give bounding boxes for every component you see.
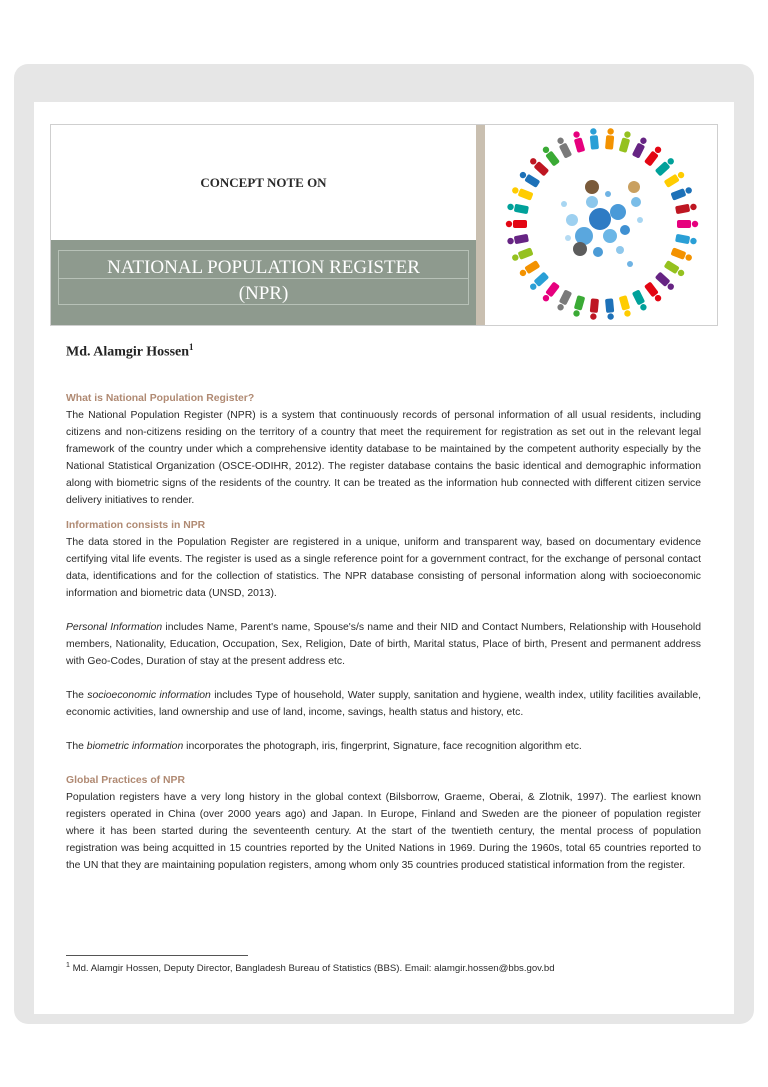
paragraph-personal-information: Personal Information includes Name, Parent's name, Spouse's/s name and their NID and Contact Numbers, Relationship with Household members, Nationality, Education, Occupation, Sex, Religion, Date of birth, Marital status, Place of birth, Present and permanent address with Geo-Codes, Duration of stay at the present address etc. xyxy=(66,622,701,667)
author-footnote-ref: 1 xyxy=(189,342,194,352)
person-icon xyxy=(528,272,549,292)
person-icon xyxy=(670,247,693,262)
header-divider xyxy=(476,125,485,325)
person-icon xyxy=(572,130,586,153)
person-icon xyxy=(675,202,697,214)
person-icon xyxy=(541,145,560,167)
person-icon xyxy=(619,130,633,153)
person-icon xyxy=(664,170,686,188)
person-icon xyxy=(541,281,560,303)
author-name: Md. Alamgir Hossen$^1$ xyxy=(66,342,194,360)
person-icon xyxy=(619,295,633,318)
document-body xyxy=(66,390,701,874)
person-icon xyxy=(605,128,615,150)
title-line-2: (NPR) xyxy=(238,283,289,304)
population-circle-icon xyxy=(500,124,705,324)
person-icon xyxy=(556,289,573,312)
person-icon xyxy=(572,295,586,318)
person-icon xyxy=(605,298,615,320)
section-heading-information: Information consists in NPR xyxy=(66,520,206,531)
section-heading-what-is-npr: What is National Population Register? xyxy=(66,393,255,404)
center-bubbles-icon xyxy=(561,180,643,267)
person-icon xyxy=(664,260,686,278)
title-line-1: NATIONAL POPULATION REGISTER xyxy=(107,257,420,278)
person-icon xyxy=(556,136,573,159)
person-icon xyxy=(675,234,697,246)
section-body-what-is-npr: The National Population Register (NPR) is a system that continuously records of personal information of all usual residents, including citizens and non-citizens residing on the territory of a country that meet the requirement for registration as set out in the relevant legal framework of the country under which a comprehensive identity database to be maintained by the competent authority especially by the National Statistical Organization (OSCE-ODIHR, 2012). The register database contains the basic identical and demographic information along with biometric signs of the residents of the country. It can be treated as the information hub connected with different citizen service delivery initiatives to render. xyxy=(66,410,701,506)
person-icon xyxy=(511,247,534,262)
person-icon xyxy=(518,170,540,188)
section-heading-global-practices: Global Practices of NPR xyxy=(66,775,185,786)
person-icon xyxy=(511,186,534,201)
person-icon xyxy=(655,156,676,176)
paragraph-socioeconomic-information: The socioeconomic information includes Type of household, Water supply, sanitation and hygiene, wealth index, utility facilities available, economic activities, land ownership and use of land, income, savings, health status and history, etc. xyxy=(66,690,701,718)
person-icon xyxy=(507,202,529,214)
concept-label: CONCEPT NOTE ON xyxy=(200,175,327,190)
person-icon xyxy=(518,260,540,278)
document-title xyxy=(58,255,469,307)
person-icon xyxy=(677,220,698,228)
person-icon xyxy=(644,145,663,167)
person-icon xyxy=(507,234,529,246)
person-icon xyxy=(670,186,693,201)
person-icon xyxy=(632,289,649,312)
person-icon xyxy=(655,272,676,292)
section-body-information: The data stored in the Population Register are registered in a unique, uniform and transparent way, based on documentary evidence certifying vital life events. The register is used as a single reference point for a government contract, for the exchange of personal contact data, identifications and for the collection of statistics. The NPR database consisting of personal information along with socioeconomic information and biometric data (UNSD, 2013). xyxy=(66,537,701,599)
footnote: $^1$ Md. Alamgir Hossen, Deputy Director, Bangladesh Bureau of Statistics (BBS). Email: alamgir.hossen@bbs.gov.bd xyxy=(66,962,555,975)
footnote-rule xyxy=(66,955,248,956)
person-icon xyxy=(644,281,663,303)
paragraph-biometric-information: The biometric information incorporates the photograph, iris, fingerprint, Signature, face recognition algorithm etc. xyxy=(66,741,582,752)
person-icon xyxy=(506,220,527,228)
section-body-global-practices: Population registers have a very long history in the global context (Bilsborrow, Graeme, Oberai, & Zlotnik, 1997). The earliest known registers operated in China (over 2000 years ago) and Japan. In Europe, Finland and Sweden are the pioneer of population register where it has been started during the seventeenth century. At the start of the twentieth century, the mental process of population registration was being acquitted in 15 countries reported by the United Nations in 1969. During the 1960s, total 65 countries reported to the UN that they are maintaining population registers, among whom only 35 countries produced statistical information from the register. xyxy=(66,792,701,871)
person-icon xyxy=(589,298,599,320)
person-icon xyxy=(589,128,599,150)
person-icon xyxy=(528,156,549,176)
person-icon xyxy=(632,136,649,159)
